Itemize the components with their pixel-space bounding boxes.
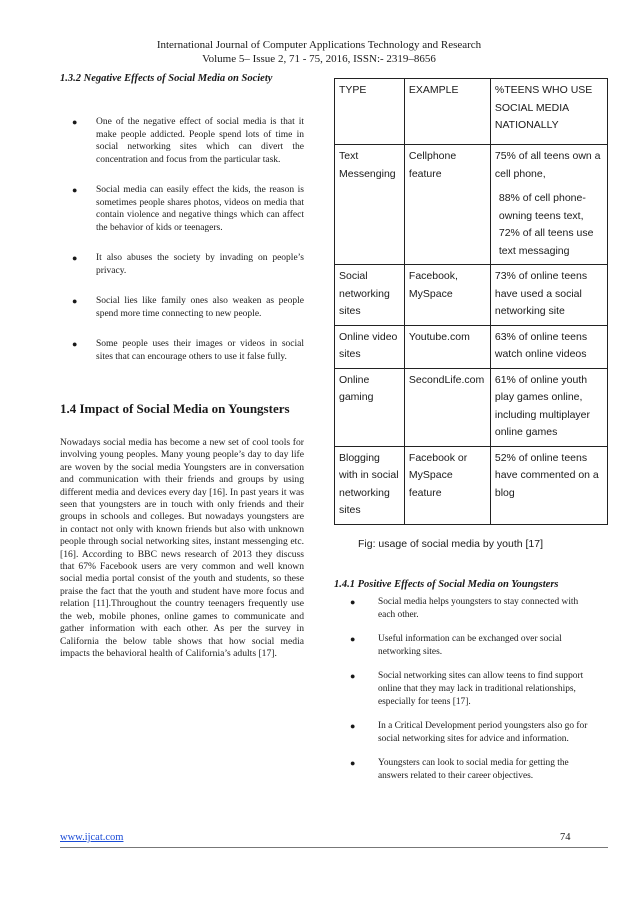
list-item: ● Some people uses their images or videos in social sites that can encourage others to use it false fully. — [72, 339, 304, 362]
list-item: ● Youngsters can look to social media for getting the answers related to their career objectives. — [350, 758, 569, 781]
list-item: ● Social media can easily effect the kids, the reason is sometimes people shares photos, videos on media that contain violence and negative things which can affect the behavior of kids or teenagers. — [72, 185, 304, 233]
cell-percent: 73% of online teens have used a social networking site — [490, 265, 607, 326]
cell-percent: 75% of all teens own a cell phone, 88% of cell phone-owning teens text, 72% of all teens use text messaging — [490, 145, 607, 265]
bullet-icon: ● — [350, 597, 356, 607]
list-item: ● One of the negative effect of social media is that it make people addicted. People spend lots of time in social networking sites which can divert the concentration and focus from the particular task. — [72, 117, 304, 165]
table-row — [335, 265, 608, 326]
table-row — [335, 368, 608, 446]
page-header — [0, 38, 638, 66]
bullet-icon: ● — [350, 721, 356, 732]
page-number: 74 — [560, 832, 571, 843]
negative-effects-list — [60, 116, 304, 363]
social-media-usage-table — [334, 78, 608, 525]
table-header-row — [335, 79, 608, 145]
cell-type: Online video sites — [335, 325, 405, 368]
cell-type: Social networking sites — [335, 265, 405, 326]
header-example: EXAMPLE — [404, 79, 490, 145]
cell-percent: 61% of online youth play games online, including multiplayer online games — [490, 368, 607, 446]
list-item: ● Social media helps youngsters to stay connected with each other. — [350, 597, 579, 620]
cell-type: Text Messenging — [335, 145, 405, 265]
positive-effects-section — [334, 578, 608, 795]
cell-type: Blogging with in social networking sites — [335, 446, 405, 524]
journal-website-link[interactable]: www.ijcat.com — [60, 832, 124, 843]
list-item: ● Social networking sites can allow teens to find support online that they may lack in traditional relationships, especially for teens [17]. — [350, 671, 584, 707]
cell-example: Cellphone feature — [404, 145, 490, 265]
bullet-icon: ● — [350, 671, 356, 682]
journal-volume: Volume 5– Issue 2, 71 - 75, 2016, ISSN:- 2319–8656 — [202, 53, 436, 65]
positive-effects-list — [334, 596, 608, 783]
bullet-icon: ● — [72, 253, 78, 263]
section-1-3-2-heading: 1.3.2 Negative Effects of Social Media on Society — [60, 73, 273, 84]
list-item: ● It also abuses the society by invading on people’s privacy. — [72, 253, 304, 276]
journal-title: International Journal of Computer Applications Technology and Research — [156, 39, 482, 51]
list-item: ● In a Critical Development period youngsters also go for social networking sites for advice and information. — [350, 721, 588, 744]
cell-percent: 63% of online teens watch online videos — [490, 325, 607, 368]
table-caption: Fig: usage of social media by youth [17] — [358, 538, 544, 550]
cell-type: Online gaming — [335, 368, 405, 446]
bullet-icon: ● — [72, 296, 78, 306]
cell-example: Facebook, MySpace — [404, 265, 490, 326]
bullet-icon: ● — [350, 758, 356, 769]
bullet-icon: ● — [72, 117, 78, 127]
section-1-4-1-heading: 1.4.1 Positive Effects of Social Media on Youngsters — [334, 579, 559, 590]
cell-example: SecondLife.com — [404, 368, 490, 446]
cell-example: Facebook or MySpace feature — [404, 446, 490, 524]
cell-example: Youtube.com — [404, 325, 490, 368]
table-row — [335, 325, 608, 368]
table-row — [335, 145, 608, 265]
header-percent: %TEENS WHO USE SOCIAL MEDIA NATIONALLY — [490, 79, 607, 145]
cell-percent: 52% of online teens have commented on a blog — [490, 446, 607, 524]
footer-divider — [60, 847, 608, 848]
section-1-4-paragraph: Nowadays social media has become a new set of cool tools for involving young peoples. Many young people’s day to day life are woven by the social media Youngsters are in conversation and communication with their friends and groups by using different media and devices every day [16]. In past years it was seen that youngsters are in touch with only friends and their groups in schools and colleges. But nowadays youngsters are in contact not only with known friends but also with unknown people through social networking sites, instant messenging etc. [16]. According to BBC news research of 2013 they discuss that 67% Facebook users are very common and well known social media portal consist of the youth and students, so these praise the fact that the youth and student have more focus and relation [11].Throughout the country teenagers frequently use the web, mobile phones, online games to communicate and gather information with each other. As per the survey in California the below table shows that how social media impacts the behavioral health of California’s adults [17]. — [60, 437, 304, 659]
table-row — [335, 446, 608, 524]
list-item: ● Useful information can be exchanged over social networking sites. — [350, 634, 562, 657]
list-item: ● Social lies like family ones also weaken as people spend more time connecting to new people. — [72, 296, 304, 319]
section-1-4-heading: 1.4 Impact of Social Media on Youngsters — [60, 401, 290, 416]
bullet-icon: ● — [350, 634, 356, 645]
left-column — [60, 72, 304, 660]
bullet-icon: ● — [72, 185, 78, 195]
header-type: TYPE — [335, 79, 405, 145]
bullet-icon: ● — [72, 339, 78, 349]
